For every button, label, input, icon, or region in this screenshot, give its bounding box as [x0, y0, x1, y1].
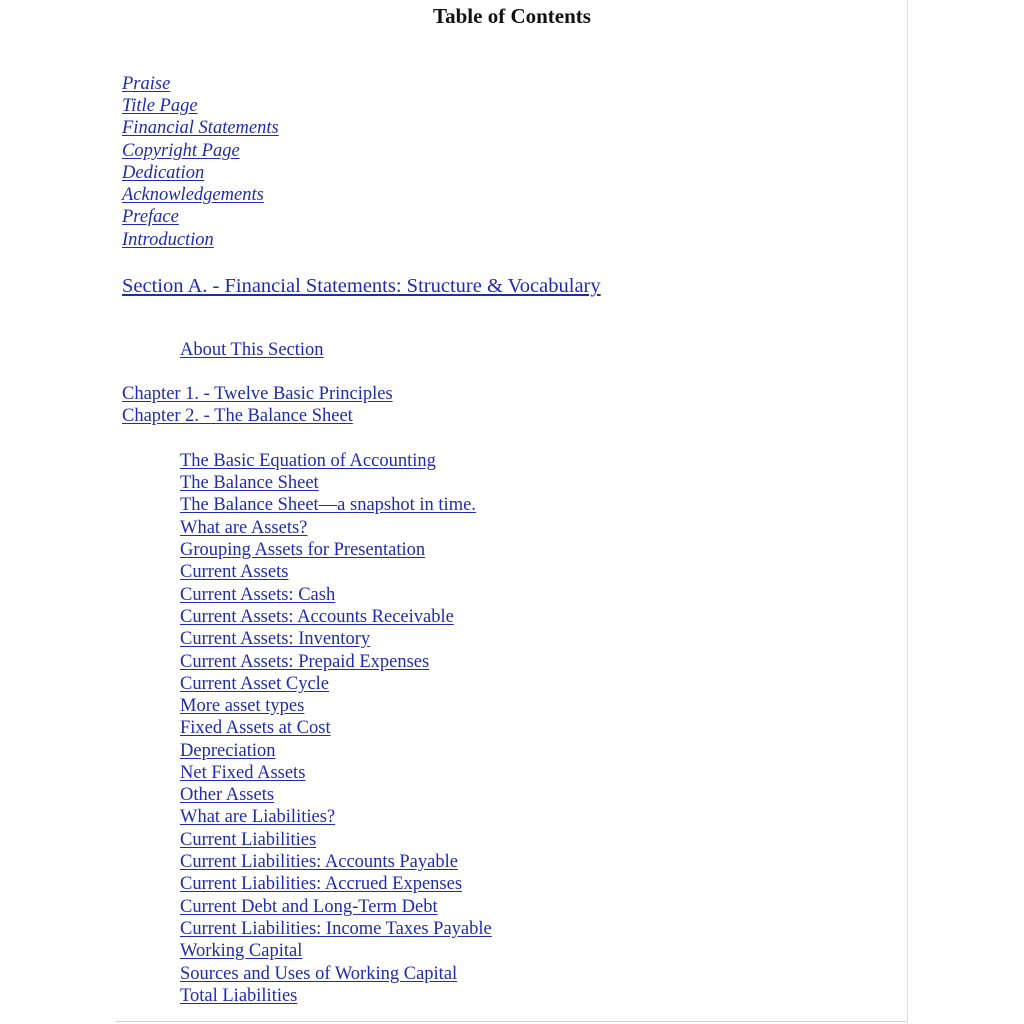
toc-link-current-assets[interactable]: Current Assets — [180, 562, 289, 582]
page-edge — [907, 0, 908, 1024]
toc-link-about-this-section[interactable]: About This Section — [180, 340, 324, 360]
page-title: Table of Contents — [433, 4, 591, 28]
toc-link-working-capital[interactable]: Working Capital — [180, 941, 303, 961]
toc-link-fixed-assets-at-cost[interactable]: Fixed Assets at Cost — [180, 718, 331, 738]
toc-link-current-asset-cycle[interactable]: Current Asset Cycle — [180, 674, 330, 694]
toc-link-current-assets-cash[interactable]: Current Assets: Cash — [180, 585, 336, 605]
toc-link-total-liabilities[interactable]: Total Liabilities — [180, 986, 298, 1006]
toc-link-income-taxes-payable[interactable]: Current Liabilities: Income Taxes Payable — [180, 919, 492, 939]
toc-link-section-a[interactable]: Section A. - Financial Statements: Structure & Vocabulary — [122, 275, 601, 297]
toc-link-basic-equation[interactable]: The Basic Equation of Accounting — [180, 451, 436, 471]
toc-link-what-are-liabilities[interactable]: What are Liabilities? — [180, 807, 336, 827]
toc-link-current-liabilities-accrued[interactable]: Current Liabilities: Accrued Expenses — [180, 874, 463, 894]
toc-link-net-fixed-assets[interactable]: Net Fixed Assets — [180, 763, 306, 783]
toc-link-praise[interactable]: Praise — [122, 74, 171, 94]
toc-link-depreciation[interactable]: Depreciation — [180, 741, 276, 761]
toc-link-introduction[interactable]: Introduction — [122, 230, 214, 250]
toc-link-current-long-term-debt[interactable]: Current Debt and Long-Term Debt — [180, 897, 438, 917]
toc-link-more-asset-types[interactable]: More asset types — [180, 696, 305, 716]
toc-link-chapter-2[interactable]: Chapter 2. - The Balance Sheet — [122, 406, 353, 426]
toc-link-title-page[interactable]: Title Page — [122, 96, 198, 116]
toc-link-dedication[interactable]: Dedication — [122, 163, 205, 183]
toc-link-current-assets-receivable[interactable]: Current Assets: Accounts Receivable — [180, 607, 454, 627]
toc-link-current-assets-prepaid[interactable]: Current Assets: Prepaid Expenses — [180, 652, 430, 672]
toc-link-chapter-1[interactable]: Chapter 1. - Twelve Basic Principles — [122, 384, 393, 404]
toc-link-preface[interactable]: Preface — [122, 207, 179, 227]
page-bottom-rule — [116, 1021, 907, 1022]
toc-link-current-liabilities[interactable]: Current Liabilities — [180, 830, 317, 850]
toc-link-current-assets-inventory[interactable]: Current Assets: Inventory — [180, 629, 371, 649]
toc-link-acknowledgements[interactable]: Acknowledgements — [122, 185, 264, 205]
toc-link-grouping-assets[interactable]: Grouping Assets for Presentation — [180, 540, 426, 560]
toc-link-balance-sheet-snapshot[interactable]: The Balance Sheet—a snapshot in time. — [180, 495, 476, 515]
toc-link-financial-statements[interactable]: Financial Statements — [122, 118, 279, 138]
toc-link-copyright-page[interactable]: Copyright Page — [122, 141, 240, 161]
toc-link-balance-sheet[interactable]: The Balance Sheet — [180, 473, 319, 493]
toc-link-current-liabilities-payable[interactable]: Current Liabilities: Accounts Payable — [180, 852, 458, 872]
toc-link-sources-uses-working-capital[interactable]: Sources and Uses of Working Capital — [180, 964, 458, 984]
toc-link-what-are-assets[interactable]: What are Assets? — [180, 518, 308, 538]
toc-link-other-assets[interactable]: Other Assets — [180, 785, 275, 805]
